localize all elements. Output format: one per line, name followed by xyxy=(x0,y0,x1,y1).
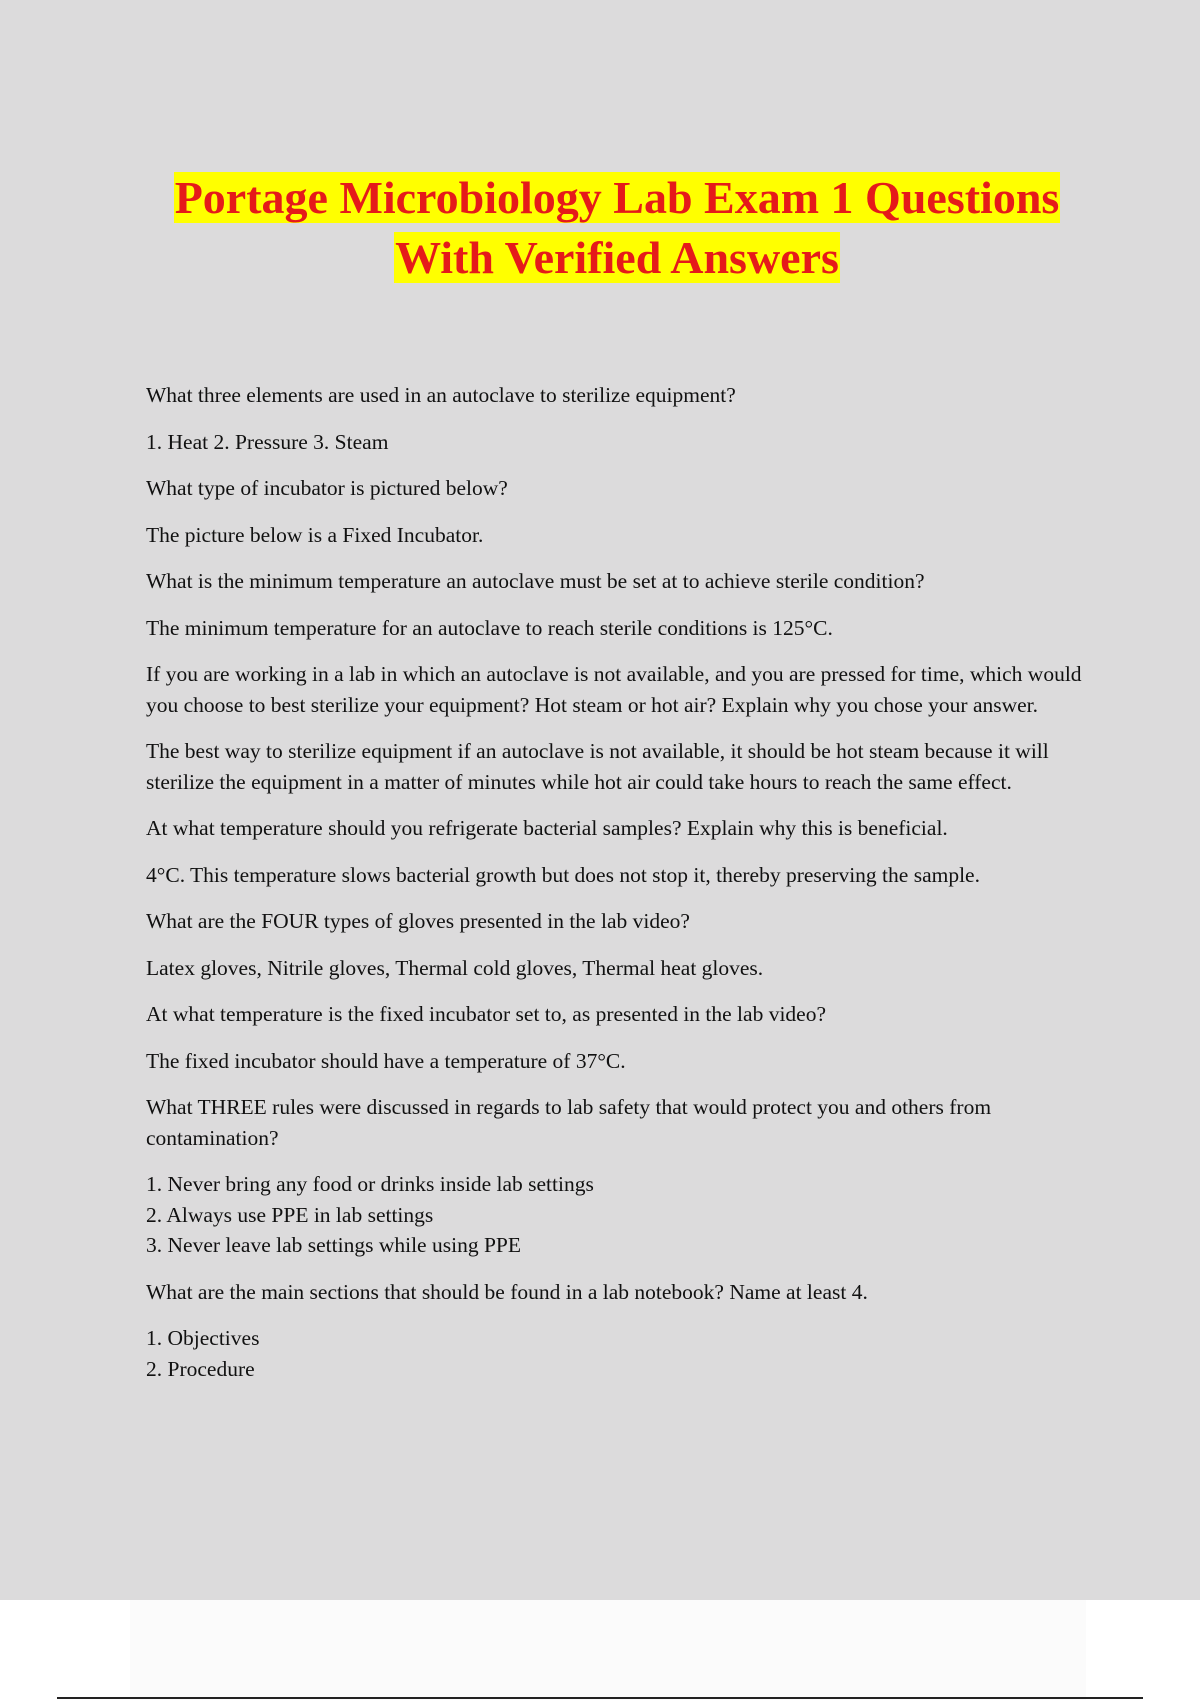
answer-8-item: 2. Always use PPE in lab settings xyxy=(146,1202,434,1227)
answer-2: The picture below is a Fixed Incubator. xyxy=(146,522,484,547)
answer-9 xyxy=(146,1323,1096,1384)
title-line-1: Portage Microbiology Lab Exam 1 Questions xyxy=(174,172,1060,223)
question-6: What are the FOUR types of gloves presented in the lab video? xyxy=(146,909,690,933)
question-2: What type of incubator is pictured below? xyxy=(146,476,508,500)
answer-9-item: 2. Procedure xyxy=(146,1356,255,1381)
title-line-2: With Verified Answers xyxy=(395,232,839,283)
answer-9-item: 1. Objectives xyxy=(146,1326,260,1350)
answer-8-item: 3. Never leave lab settings while using PPE xyxy=(146,1233,521,1257)
question-5: At what temperature should you refrigerate bacterial samples? Explain why this is beneficial. xyxy=(146,816,948,840)
answer-3: The minimum temperature for an autoclave to reach sterile conditions is 125°C. xyxy=(146,615,833,640)
question-9: What are the main sections that should be found in a lab notebook? Name at least 4. xyxy=(146,1279,868,1304)
question-3: What is the minimum temperature an autoclave must be set at to achieve sterile condition? xyxy=(146,569,925,593)
answer-5: 4°C. This temperature slows bacterial growth but does not stop it, thereby preserving the sample. xyxy=(146,862,980,887)
answer-4: The best way to sterilize equipment if an autoclave is not available, it should be hot steam because it will sterilize the equipment in a matter of minutes while hot air could take hours to reach the same effect. xyxy=(146,739,1049,794)
document-body xyxy=(146,380,1096,1400)
question-1: What three elements are used in an autoclave to sterilize equipment? xyxy=(146,383,736,407)
answer-8-item: 1. Never bring any food or drinks inside lab settings xyxy=(146,1172,594,1196)
footer-divider xyxy=(57,1697,1143,1699)
answer-6: Latex gloves, Nitrile gloves, Thermal cold gloves, Thermal heat gloves. xyxy=(146,955,764,980)
question-7: At what temperature is the fixed incubator set to, as presented in the lab video? xyxy=(146,1002,827,1026)
document-title xyxy=(145,168,1089,288)
next-page-strip xyxy=(130,1600,1086,1700)
question-4: If you are working in a lab in which an autoclave is not available, and you are pressed for time, which would you choose to best sterilize your equipment? Hot steam or hot air? Explain why you chose your answer. xyxy=(146,662,1082,717)
question-8: What THREE rules were discussed in regards to lab safety that would protect you and others from contamination? xyxy=(146,1095,992,1150)
answer-8 xyxy=(146,1169,1096,1261)
answer-1: 1. Heat 2. Pressure 3. Steam xyxy=(146,429,389,454)
answer-7: The fixed incubator should have a temperature of 37°C. xyxy=(146,1048,626,1073)
